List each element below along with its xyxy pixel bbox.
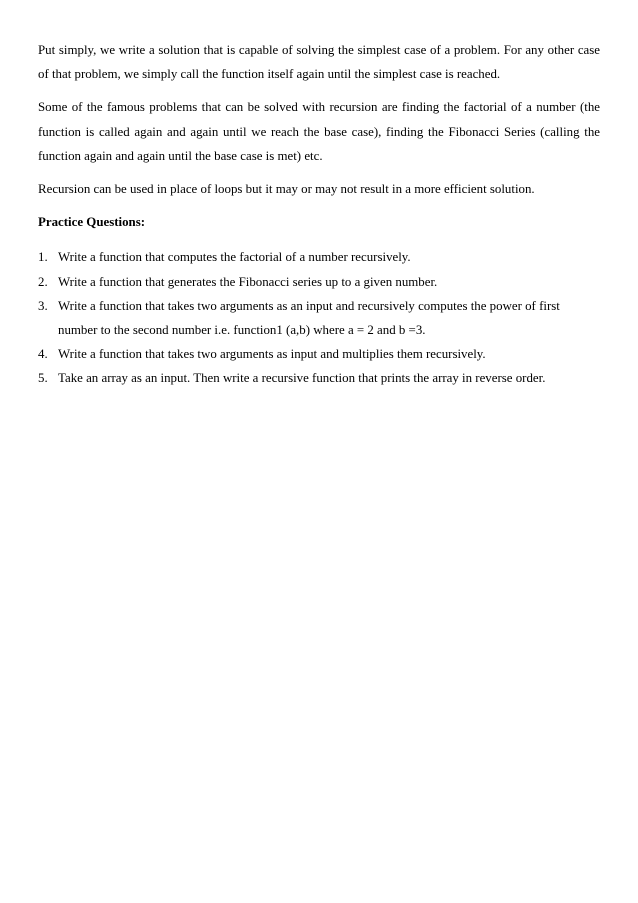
practice-questions-heading: Practice Questions:	[38, 215, 146, 230]
question-item	[38, 342, 600, 366]
question-item	[38, 245, 600, 269]
document-page	[38, 38, 600, 391]
paragraph-recursion-definition: Put simply, we write a solution that is capable of solving the simplest case of a problem. For any other case of that problem, we simply call the function itself again until the simplest case is reached.	[38, 43, 600, 82]
question-number: 4.	[38, 347, 48, 362]
question-item	[38, 294, 600, 342]
question-text: Write a function that generates the Fibonacci series up to a given number.	[58, 274, 438, 289]
paragraph-recursion-examples: Some of the famous problems that can be solved with recursion are finding the factorial of a number (the function is called again and again until we reach the base case), finding the Fibonacci Series (calling the function again and again until the base case is met) etc.	[38, 100, 600, 163]
question-item	[38, 366, 600, 390]
question-item	[38, 270, 600, 294]
question-number: 5.	[38, 371, 48, 386]
paragraph-recursion-vs-loops: Recursion can be used in place of loops but it may or may not result in a more efficient solution.	[38, 182, 535, 197]
question-number: 1.	[38, 250, 48, 265]
question-number: 2.	[38, 274, 48, 289]
practice-questions-list	[38, 245, 600, 390]
question-text: Take an array as an input. Then write a recursive function that prints the array in reverse order.	[58, 371, 546, 386]
question-text: Write a function that takes two arguments as an input and recursively computes the power of first number to the second number i.e. function1 (a,b) where a = 2 and b =3.	[58, 298, 560, 338]
question-text: Write a function that computes the factorial of a number recursively.	[58, 250, 411, 265]
question-text: Write a function that takes two arguments as input and multiplies them recursively.	[58, 347, 486, 362]
question-number: 3.	[38, 298, 48, 313]
